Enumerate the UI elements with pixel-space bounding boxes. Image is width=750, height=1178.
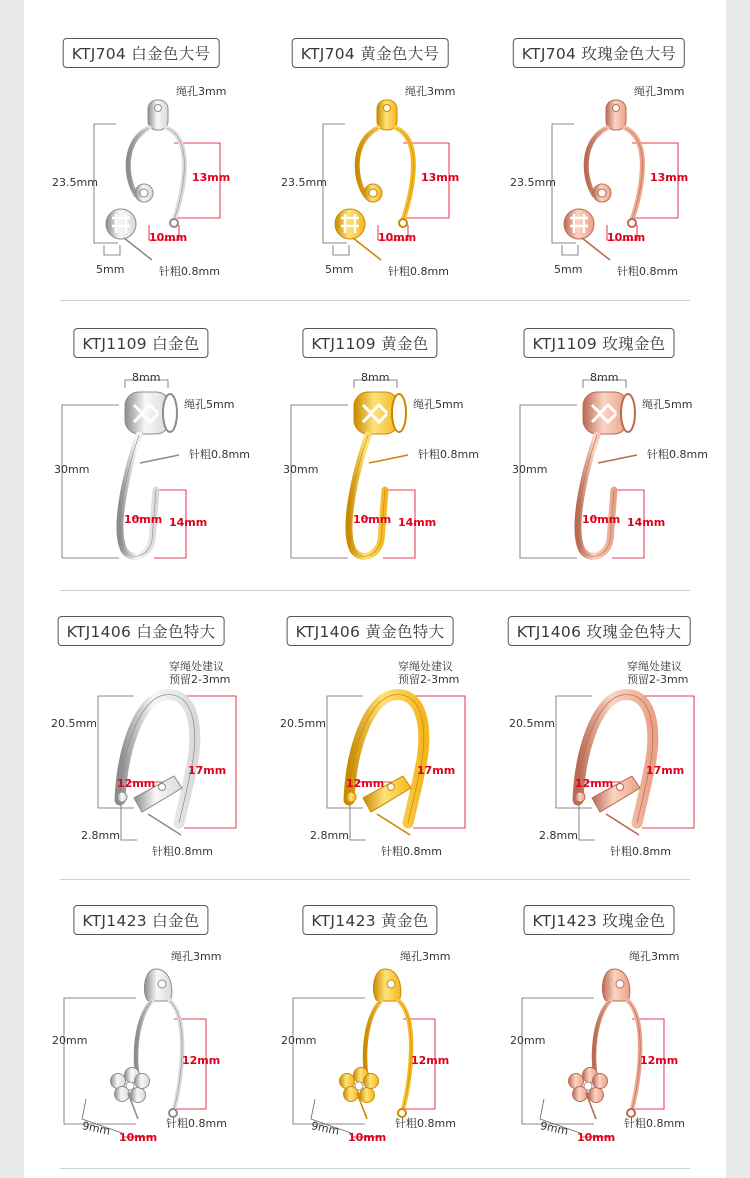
hook-edge bbox=[120, 695, 195, 823]
section-ktj1109 bbox=[24, 300, 726, 590]
bail-hole bbox=[155, 105, 162, 112]
hook-wire bbox=[578, 435, 614, 556]
hook-illustration bbox=[253, 590, 487, 880]
product-label: KTJ1109 黄金色 bbox=[302, 328, 437, 358]
filigree-inner bbox=[598, 189, 606, 197]
pin-label: 针粗0.8mm bbox=[624, 1117, 685, 1130]
width-label: 10mm bbox=[577, 1131, 616, 1144]
flower-stone bbox=[355, 1082, 363, 1090]
base-dimension bbox=[579, 805, 595, 840]
width-label: 12mm bbox=[346, 777, 385, 790]
inner-length-label: 13mm bbox=[421, 171, 460, 184]
pin bbox=[598, 455, 637, 463]
hole-label: 绳孔5mm bbox=[184, 398, 235, 411]
flower-petal bbox=[131, 1088, 146, 1103]
base-label: 9mm bbox=[80, 1119, 112, 1138]
hook-illustration bbox=[24, 0, 258, 290]
pin bbox=[124, 238, 152, 260]
hole-label: 绳孔5mm bbox=[642, 398, 693, 411]
hook-edge bbox=[578, 695, 653, 823]
note-line-2: 预留2-3mm bbox=[169, 673, 231, 686]
bail-hole bbox=[387, 980, 395, 988]
note-line-2: 预留2-3mm bbox=[398, 673, 460, 686]
inner-length-label: 13mm bbox=[192, 171, 231, 184]
product-card bbox=[482, 590, 716, 860]
inner-length-label: 12mm bbox=[182, 1054, 221, 1067]
hook-wire bbox=[586, 128, 642, 220]
filigree-disc bbox=[564, 209, 594, 239]
height-dimension bbox=[520, 405, 577, 558]
bail-hole bbox=[158, 980, 166, 988]
inner-length-label: 12mm bbox=[411, 1054, 450, 1067]
hole-label: 绳孔3mm bbox=[176, 85, 227, 98]
note-line-1: 穿绳处建议 bbox=[627, 660, 682, 673]
hook-ball bbox=[575, 792, 585, 802]
hole-label: 绳孔3mm bbox=[171, 950, 222, 963]
hook-illustration bbox=[482, 590, 716, 880]
bail-hole bbox=[384, 105, 391, 112]
base-dimension bbox=[562, 245, 578, 255]
pin-label: 针粗0.8mm bbox=[189, 448, 250, 461]
base-dimension bbox=[350, 805, 366, 840]
hook-edge bbox=[349, 695, 424, 823]
filigree-inner bbox=[369, 189, 377, 197]
height-label: 23.5mm bbox=[52, 176, 98, 189]
product-card bbox=[482, 879, 716, 1149]
product-sheet bbox=[24, 0, 726, 1178]
bail-hole bbox=[616, 980, 624, 988]
product-card bbox=[24, 879, 258, 1149]
base-label: 5mm bbox=[554, 263, 583, 276]
base-label: 5mm bbox=[96, 263, 125, 276]
filigree-disc bbox=[106, 209, 136, 239]
inner-length-label: 14mm bbox=[169, 516, 208, 529]
hook-wire bbox=[120, 435, 156, 556]
flower-petal bbox=[135, 1074, 150, 1089]
inner-length-label: 17mm bbox=[417, 764, 456, 777]
inner-length-label: 13mm bbox=[650, 171, 689, 184]
flower-petal bbox=[593, 1074, 608, 1089]
hook-illustration bbox=[24, 300, 258, 590]
height-dimension bbox=[522, 998, 594, 1124]
section-ktj1423 bbox=[24, 879, 726, 1178]
flower-petal bbox=[360, 1088, 375, 1103]
product-label: KTJ1406 黄金色特大 bbox=[287, 616, 454, 646]
hook-wire bbox=[349, 435, 385, 556]
inner-length-label: 17mm bbox=[646, 764, 685, 777]
product-label: KTJ704 玫瑰金色大号 bbox=[513, 38, 685, 68]
base-label: 2.8mm bbox=[310, 829, 349, 842]
hook-end bbox=[399, 219, 407, 227]
hook-end bbox=[170, 219, 178, 227]
flower-petal bbox=[364, 1074, 379, 1089]
pin-label: 针粗0.8mm bbox=[388, 265, 449, 278]
hole-label: 绳孔3mm bbox=[634, 85, 685, 98]
base-label: 9mm bbox=[309, 1119, 341, 1138]
base-label: 2.8mm bbox=[81, 829, 120, 842]
flower-petal bbox=[589, 1088, 604, 1103]
tube-opening bbox=[163, 394, 177, 432]
note-line-1: 穿绳处建议 bbox=[169, 660, 224, 673]
pin-label: 针粗0.8mm bbox=[647, 448, 708, 461]
flower-stone bbox=[126, 1082, 134, 1090]
base-label: 2.8mm bbox=[539, 829, 578, 842]
tongue-hole bbox=[159, 784, 166, 791]
product-card bbox=[24, 590, 258, 860]
width-label: 10mm bbox=[119, 1131, 158, 1144]
base-dimension bbox=[333, 245, 349, 255]
hook-illustration bbox=[482, 300, 716, 590]
height-label: 30mm bbox=[512, 463, 548, 476]
height-label: 30mm bbox=[283, 463, 319, 476]
width-label: 10mm bbox=[124, 513, 163, 526]
pin-label: 针粗0.8mm bbox=[166, 1117, 227, 1130]
height-dimension bbox=[291, 405, 348, 558]
product-card bbox=[253, 590, 487, 860]
inner-length-label: 14mm bbox=[398, 516, 437, 529]
product-card bbox=[253, 0, 487, 278]
pin-label: 针粗0.8mm bbox=[159, 265, 220, 278]
product-label: KTJ1109 玫瑰金色 bbox=[524, 328, 675, 358]
pin bbox=[369, 455, 408, 463]
hole-label: 绳孔3mm bbox=[629, 950, 680, 963]
inner-length-label: 17mm bbox=[188, 764, 227, 777]
product-card bbox=[253, 879, 487, 1149]
pin-label: 针粗0.8mm bbox=[152, 845, 213, 858]
product-label: KTJ1406 玫瑰金色特大 bbox=[508, 616, 691, 646]
product-label: KTJ1423 白金色 bbox=[73, 905, 208, 935]
height-label: 23.5mm bbox=[510, 176, 556, 189]
width-label: 10mm bbox=[353, 513, 392, 526]
height-dimension bbox=[62, 405, 119, 558]
filigree-inner bbox=[140, 189, 148, 197]
product-label: KTJ1109 白金色 bbox=[73, 328, 208, 358]
hole-label: 绳孔3mm bbox=[405, 85, 456, 98]
height-label: 20mm bbox=[52, 1034, 88, 1047]
inner-length-label: 14mm bbox=[627, 516, 666, 529]
hook-illustration bbox=[253, 0, 487, 290]
width-label: 10mm bbox=[348, 1131, 387, 1144]
width-label: 10mm bbox=[582, 513, 621, 526]
pin bbox=[353, 238, 381, 260]
product-card bbox=[24, 0, 258, 278]
width-label: 12mm bbox=[575, 777, 614, 790]
product-label: KTJ1423 玫瑰金色 bbox=[524, 905, 675, 935]
width-label: 10mm bbox=[378, 231, 417, 244]
height-dimension bbox=[293, 998, 365, 1124]
height-label: 30mm bbox=[54, 463, 90, 476]
tongue-hole bbox=[388, 784, 395, 791]
width-label: 12mm bbox=[117, 777, 156, 790]
product-card bbox=[24, 300, 258, 570]
hook-wire bbox=[128, 128, 184, 220]
base-label: 5mm bbox=[325, 263, 354, 276]
tube-opening bbox=[621, 394, 635, 432]
top-width-label: 8mm bbox=[132, 371, 161, 384]
product-label: KTJ1423 黄金色 bbox=[302, 905, 437, 935]
inner-length-label: 12mm bbox=[640, 1054, 679, 1067]
pin bbox=[140, 455, 179, 463]
base-dimension bbox=[121, 805, 137, 840]
hole-label: 绳孔5mm bbox=[413, 398, 464, 411]
hook-wire bbox=[357, 128, 413, 220]
product-card bbox=[482, 300, 716, 570]
height-label: 20mm bbox=[510, 1034, 546, 1047]
section-ktj1406 bbox=[24, 590, 726, 880]
hole-label: 绳孔3mm bbox=[400, 950, 451, 963]
height-label: 20mm bbox=[281, 1034, 317, 1047]
product-label: KTJ704 白金色大号 bbox=[63, 38, 220, 68]
height-label: 20.5mm bbox=[51, 717, 97, 730]
section-ktj704 bbox=[24, 0, 726, 300]
note-line-1: 穿绳处建议 bbox=[398, 660, 453, 673]
pin bbox=[582, 238, 610, 260]
pin-label: 针粗0.8mm bbox=[418, 448, 479, 461]
section-divider bbox=[60, 1168, 690, 1169]
pin-label: 针粗0.8mm bbox=[610, 845, 671, 858]
hook-illustration bbox=[482, 0, 716, 290]
top-width-label: 8mm bbox=[590, 371, 619, 384]
bail-hole bbox=[613, 105, 620, 112]
height-label: 20.5mm bbox=[280, 717, 326, 730]
hook-ball bbox=[117, 792, 127, 802]
width-label: 10mm bbox=[149, 231, 188, 244]
tube-opening bbox=[392, 394, 406, 432]
product-label: KTJ704 黄金色大号 bbox=[292, 38, 449, 68]
filigree-disc bbox=[335, 209, 365, 239]
height-dimension bbox=[64, 998, 136, 1124]
hook-end bbox=[628, 219, 636, 227]
flower-stone bbox=[584, 1082, 592, 1090]
pin-label: 针粗0.8mm bbox=[617, 265, 678, 278]
pin-label: 针粗0.8mm bbox=[395, 1117, 456, 1130]
tongue-hole bbox=[617, 784, 624, 791]
product-label: KTJ1406 白金色特大 bbox=[58, 616, 225, 646]
height-label: 23.5mm bbox=[281, 176, 327, 189]
pin-label: 针粗0.8mm bbox=[381, 845, 442, 858]
product-card bbox=[482, 0, 716, 278]
width-label: 10mm bbox=[607, 231, 646, 244]
base-dimension bbox=[104, 245, 120, 255]
hook-illustration bbox=[253, 300, 487, 590]
height-label: 20.5mm bbox=[509, 717, 555, 730]
hook-illustration bbox=[24, 590, 258, 880]
product-card bbox=[253, 300, 487, 570]
note-line-2: 预留2-3mm bbox=[627, 673, 689, 686]
hook-ball bbox=[346, 792, 356, 802]
base-label: 9mm bbox=[538, 1119, 570, 1138]
top-width-label: 8mm bbox=[361, 371, 390, 384]
